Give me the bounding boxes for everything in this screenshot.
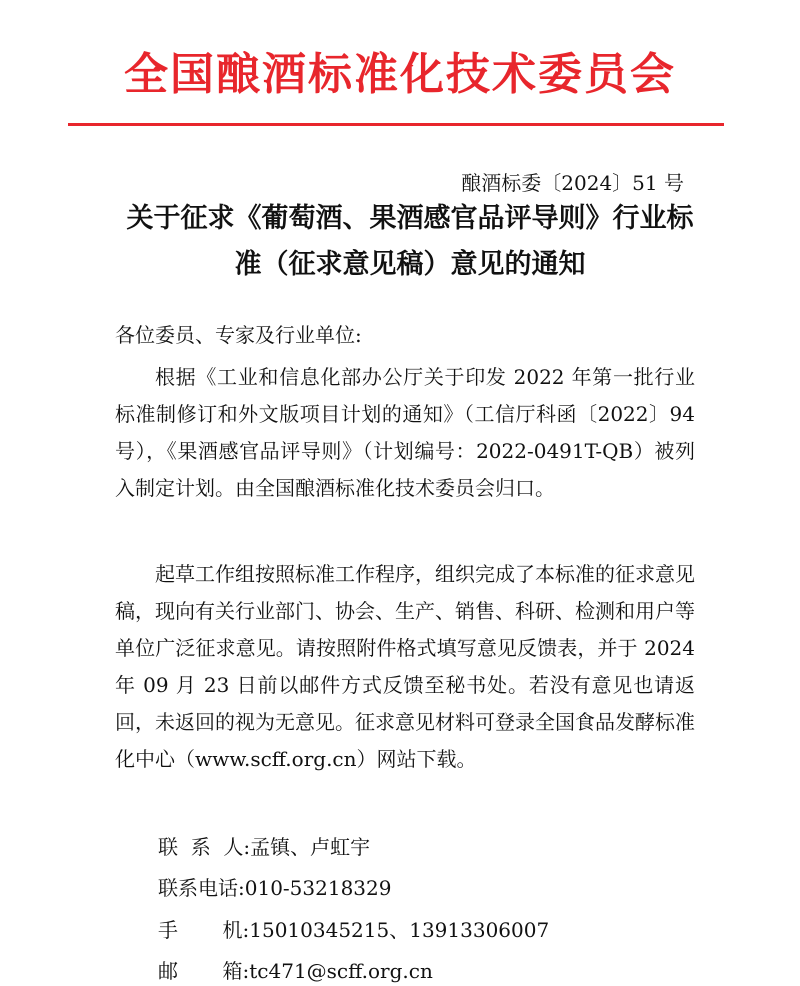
contact-label: 手 机: xyxy=(158,918,250,942)
contact-email-row xyxy=(158,955,433,984)
contact-value: 15010345215、13913306007 xyxy=(249,918,550,942)
contact-label: 联系电话: xyxy=(158,876,245,900)
contact-value: 孟镇、卢虹宇 xyxy=(250,835,371,859)
contact-phone-row xyxy=(158,872,391,901)
body-paragraph-1: 根据《工业和信息化部办公厅关于印发 2022 年第一批行业标准制修订和外文版项目计划的通知》（工信厅科函〔2022〕94 号），《果酒感官品评导则》（计划编号：2022-0491T-QB）被列入制定计划。由全国酿酒标准化技术委员会归口。 xyxy=(115,365,695,500)
contact-value: 010-53218329 xyxy=(244,876,392,900)
contact-value: tc471@scff.org.cn xyxy=(249,959,433,983)
letterhead-title: 全国酿酒标准化技术委员会 xyxy=(124,49,676,100)
salutation: 各位委员、专家及行业单位: xyxy=(115,323,362,347)
contact-label: 邮 箱: xyxy=(158,959,250,983)
document-number: 酿酒标委〔2024〕51 号 xyxy=(461,171,684,195)
contact-person-row xyxy=(158,831,370,860)
contact-label: 联 系 人: xyxy=(158,835,251,859)
body-paragraph-2: 起草工作组按照标准工作程序，组织完成了本标准的征求意见稿，现向有关行业部门、协会、生产、销售、科研、检测和用户等单位广泛征求意见。请按照附件格式填写意见反馈表，并于 2024 年 09 月 23 日前以邮件方式反馈至秘书处。若没有意见也请返回，未返回的视为无意见。征求意见材料可登录全国食品发酵标准化中心（www.scff.org.cn）网站下载。 xyxy=(115,562,695,771)
contact-mobile-row xyxy=(158,914,549,943)
letterhead-divider xyxy=(68,123,724,126)
document-title: 关于征求《葡萄酒、果酒感官品评导则》行业标准（征求意见稿）意见的通知 xyxy=(126,203,694,280)
